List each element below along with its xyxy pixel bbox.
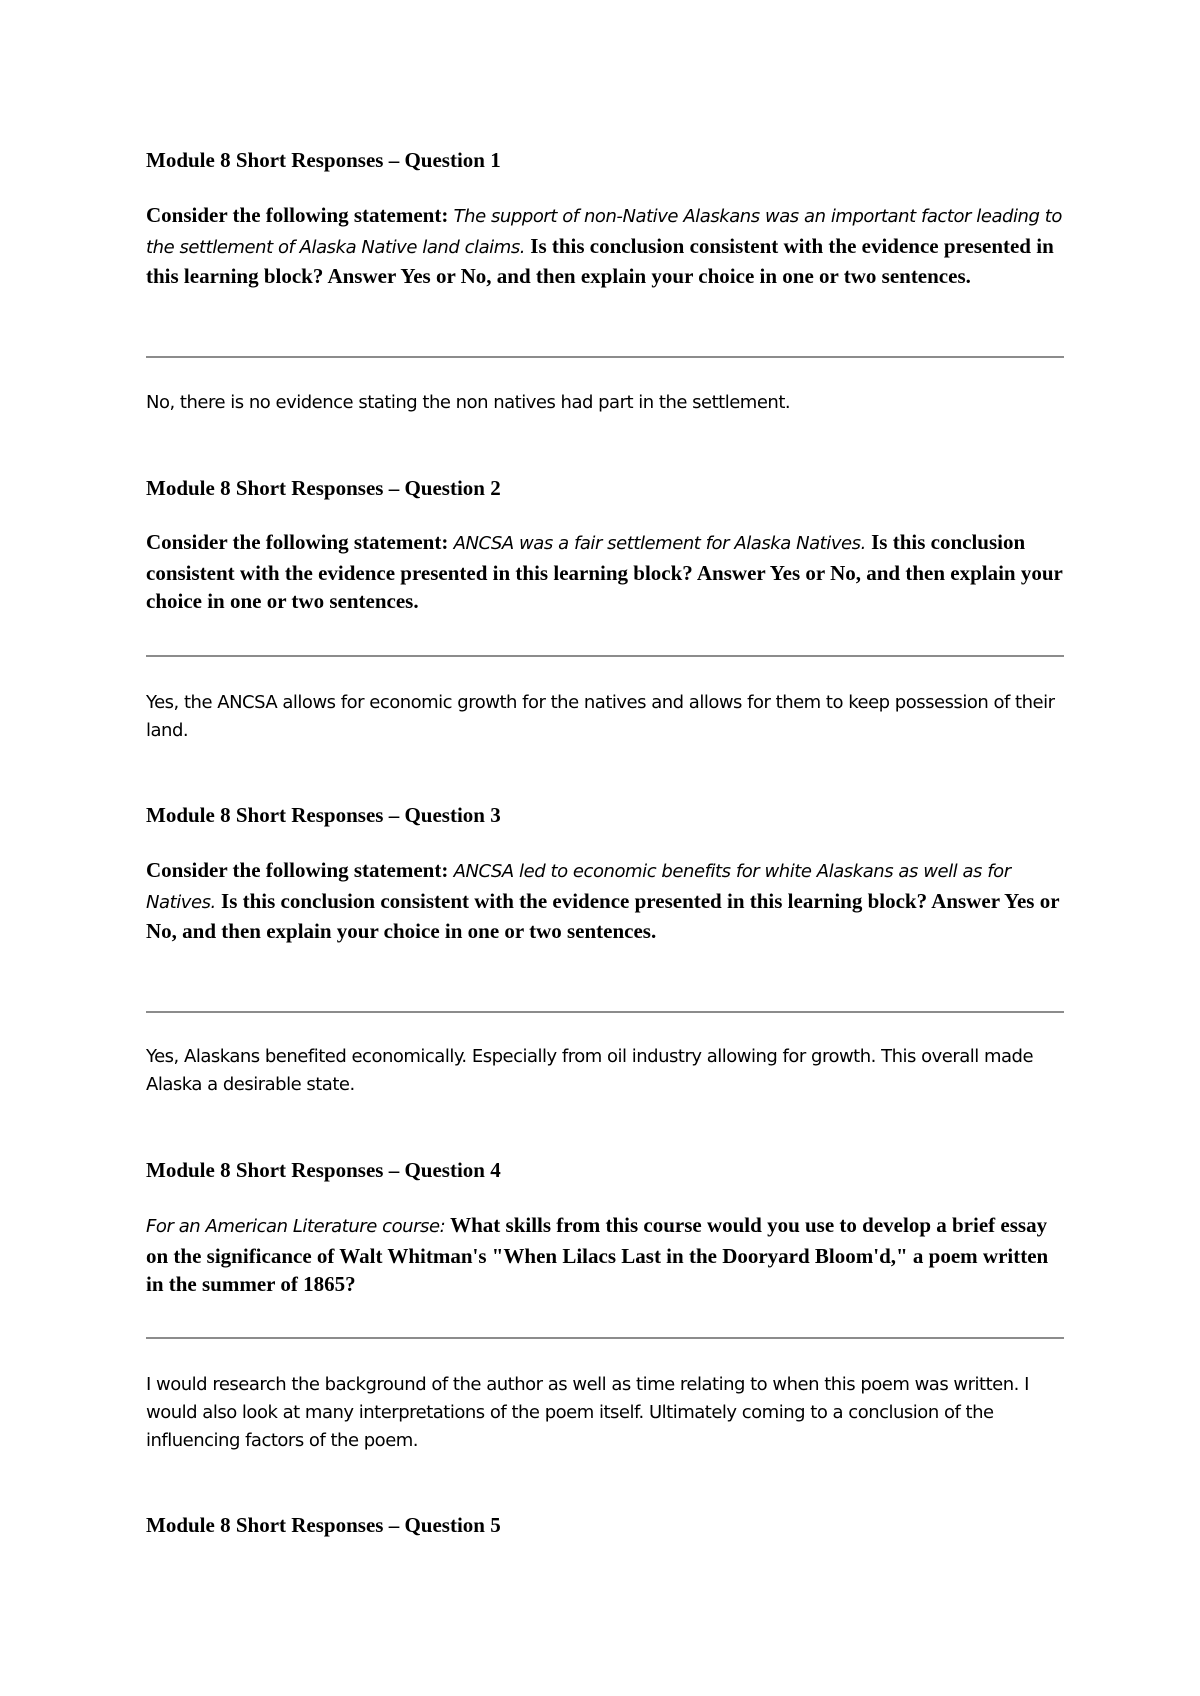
question-1-heading: Module 8 Short Responses – Question 1 — [146, 148, 501, 172]
question-3-prompt — [146, 856, 1070, 946]
question-1-question: Is this conclusion consistent with the evidence presented in this learning block? Answer Yes or No, and then explain your choice in one or two sentences. — [146, 233, 1054, 288]
question-3-divider — [146, 1011, 1064, 1013]
question-3-heading: Module 8 Short Responses – Question 3 — [146, 803, 501, 827]
question-1-statement: The support of non-Native Alaskans was an important factor leading to the settlement of Alaska Native land claims. — [146, 206, 1062, 258]
question-2-lead: Consider the following statement: — [146, 530, 449, 554]
question-2-prompt — [146, 528, 1070, 616]
question-3-question: Is this conclusion consistent with the evidence presented in this learning block? Answer Yes or No, and then explain your choice in one or two sentences. — [146, 888, 1060, 943]
question-5-heading: Module 8 Short Responses – Question 5 — [146, 1513, 501, 1537]
question-2-answer: Yes, the ANCSA allows for economic growth for the natives and allows for them to keep possession of their land. — [146, 692, 1055, 741]
question-1-answer: No, there is no evidence stating the non natives had part in the settlement. — [146, 392, 791, 413]
question-4-prompt — [146, 1211, 1070, 1299]
question-3-statement: ANCSA led to economic benefits for white Alaskans as well as for Natives. — [146, 861, 1011, 913]
question-1-lead: Consider the following statement: — [146, 203, 449, 227]
question-4-answer: I would research the background of the author as well as time relating to when this poem was written. I would also look at many interpretations of the poem itself. Ultimately coming to a conclusion of the influencing factors of the poem. — [146, 1374, 1029, 1451]
question-3-answer: Yes, Alaskans benefited economically. Especially from oil industry allowing for growth. This overall made Alaska a desirable state. — [146, 1046, 1034, 1095]
question-2-divider — [146, 655, 1064, 657]
question-2-question: Is this conclusion consistent with the evidence presented in this learning block? Answer Yes or No, and then explain your choice in one or two sentences. — [146, 530, 1063, 613]
question-1-divider — [146, 356, 1064, 358]
question-1-prompt — [146, 201, 1070, 291]
question-4-heading: Module 8 Short Responses – Question 4 — [146, 1158, 501, 1182]
question-3-lead: Consider the following statement: — [146, 858, 449, 882]
question-4-context: For an American Literature course: — [146, 1216, 446, 1237]
question-4-question: What skills from this course would you use to develop a brief essay on the significance of Walt Whitman's "When Lilacs Last in the Dooryard Bloom'd," a poem written in the summer of 1865? — [146, 1213, 1049, 1296]
question-2-statement: ANCSA was a fair settlement for Alaska Natives. — [453, 533, 866, 554]
question-4-divider — [146, 1337, 1064, 1339]
question-2-heading: Module 8 Short Responses – Question 2 — [146, 476, 501, 500]
